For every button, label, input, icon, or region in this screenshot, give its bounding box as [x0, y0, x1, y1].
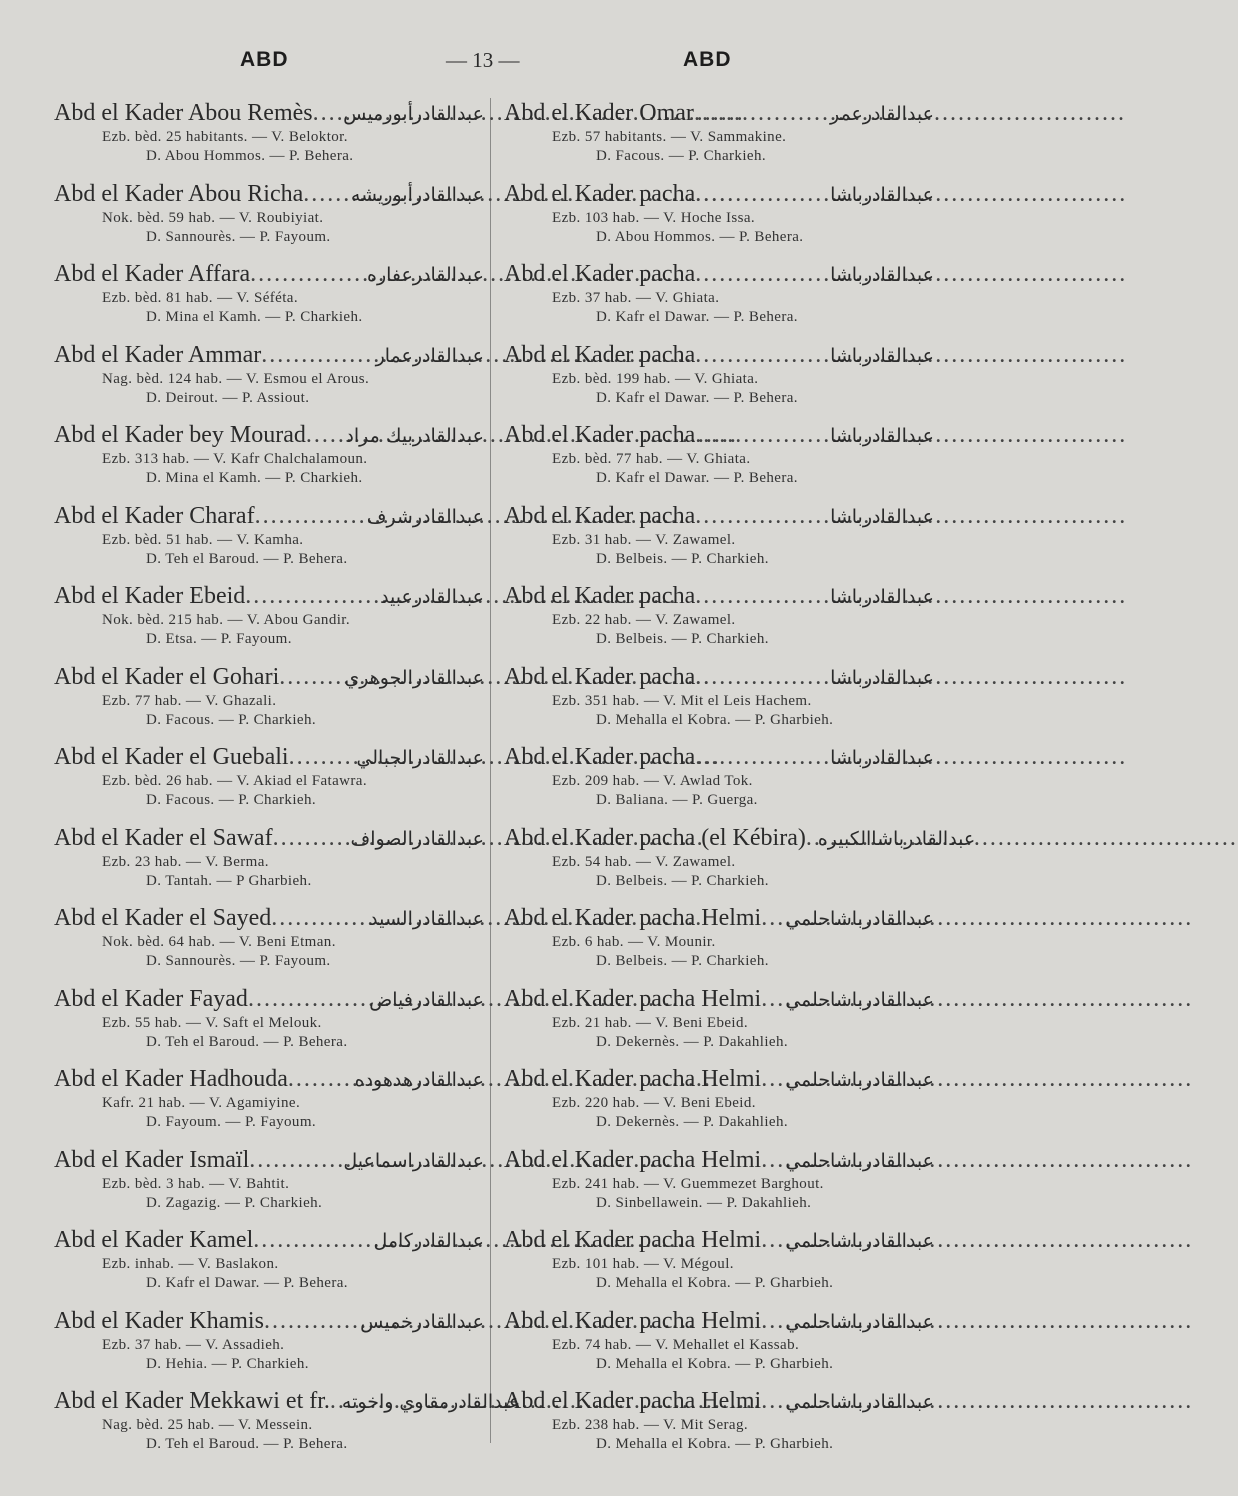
gazetteer-entry	[504, 1306, 934, 1387]
entry-arabic-name: عبدالقادرخميس	[360, 1310, 484, 1333]
entry-arabic-name: عبدالقادرباشاحلمي	[785, 908, 934, 930]
entry-title-line	[54, 1225, 484, 1255]
entry-details: Ezb. 351 hab. — V. Mit el Leis Hachem.	[552, 692, 812, 709]
entry-title-line	[54, 984, 484, 1014]
entry-title-line	[504, 179, 934, 209]
entry-title-line	[54, 259, 484, 289]
entry-arabic-name: عبدالقادرأبوريشه	[350, 183, 484, 206]
entry-name: Abd el Kader pacha	[504, 502, 696, 529]
entry-name: Abd el Kader pacha Helmi	[504, 1388, 762, 1414]
entry-details: Ezb. bèd. 3 hab. — V. Bahtit.	[102, 1175, 290, 1192]
entry-name: Abd el Kader pacha	[504, 422, 696, 448]
entry-name: Abd el Kader Fayad	[54, 985, 248, 1012]
entry-arabic-name: عبدالقادرباشاحلمي	[785, 1230, 934, 1252]
entry-arabic-name: عبدالقادرباشاحلمي	[785, 988, 934, 1011]
entry-arabic-name: عبدالقادرباشا	[830, 505, 934, 528]
entry-details: Ezb. 55 hab. — V. Saft el Melouk.	[102, 1014, 322, 1031]
gazetteer-entry	[54, 501, 484, 582]
gazetteer-entry	[504, 1064, 934, 1145]
entry-district: D. Facous. — P. Charkieh.	[146, 711, 316, 728]
entry-details: Ezb. 37 hab. — V. Assadieh.	[102, 1336, 285, 1353]
entry-details: Ezb. bèd. 199 hab. — V. Ghiata.	[552, 370, 759, 387]
entry-details: Ezb. bèd. 81 hab. — V. Séféta.	[102, 290, 298, 306]
entry-arabic-name: عبدالقادرباشاحلمي	[785, 1149, 934, 1172]
entry-district: D. Facous. — P. Charkieh.	[146, 792, 316, 808]
entry-details: Ezb. 23 hab. — V. Berma.	[102, 853, 269, 870]
entry-title-line	[54, 340, 484, 370]
entry-title-line	[504, 1064, 934, 1094]
entry-name: Abd el Kader pacha	[504, 663, 696, 690]
entry-details: Ezb. 103 hab. — V. Hoche Issa.	[552, 209, 756, 226]
leader-dots	[761, 1386, 783, 1416]
entry-arabic-name: عبدالقادرهدهوده	[354, 1069, 484, 1091]
leader-dots	[695, 179, 828, 209]
entry-district: D. Facous. — P. Charkieh.	[596, 148, 766, 164]
entry-district: D. Etsa. — P. Fayoum.	[146, 631, 292, 647]
entry-name: Abd el Kader Hadhouda	[54, 1066, 288, 1092]
entry-district: D. Baliana. — P. Guerga.	[596, 792, 758, 808]
leader-dots	[261, 340, 373, 370]
entry-name: Abd el Kader Mekkawi et fr.	[54, 1388, 330, 1414]
entry-details: Ezb. 238 hab. — V. Mit Serag.	[552, 1417, 749, 1433]
leader-dots	[761, 1064, 783, 1094]
entry-district: D. Abou Hommos. — P. Behera.	[146, 148, 354, 164]
entry-name: Abd el Kader Charaf	[54, 502, 255, 529]
leader-dots	[253, 1225, 371, 1255]
entry-arabic-name: عبدالقادرالجبالي	[356, 747, 484, 769]
entry-name: Abd el Kader Ammar	[54, 341, 262, 368]
entry-name: Abd el Kader pacha Helmi	[504, 1066, 762, 1092]
entry-district: D. Teh el Baroud. — P. Behera.	[146, 1436, 348, 1452]
entry-details: Ezb. 21 hab. — V. Beni Ebeid.	[552, 1014, 749, 1031]
entry-name: Abd el Kader el Guebali	[54, 744, 289, 770]
entry-name: Abd el Kader pacha Helmi	[504, 905, 762, 931]
leader-dots	[245, 581, 378, 611]
entry-title-line	[54, 420, 484, 450]
entry-name: Abd el Kader Abou Richa	[54, 180, 304, 207]
leader-dots	[288, 1064, 353, 1094]
entry-details: Ezb. 54 hab. — V. Zawamel.	[552, 853, 736, 870]
entry-arabic-name: عبدالقادرمقاوي واخوته	[341, 1391, 521, 1413]
gazetteer-entry	[504, 903, 934, 984]
entry-arabic-name: عبدالقادرباشاحلمي	[785, 1391, 934, 1413]
entry-title-line	[504, 1145, 934, 1175]
entry-arabic-name: عبدالقادرعمر	[830, 103, 934, 125]
gazetteer-entry	[54, 98, 484, 179]
gazetteer-entry	[504, 662, 934, 743]
leader-dots	[761, 1145, 783, 1175]
entry-district: D. Teh el Baroud. — P. Behera.	[146, 1033, 348, 1050]
leader-dots	[695, 581, 828, 611]
entry-arabic-name: عبدالقادرالجوهري	[344, 666, 484, 689]
entry-arabic-name: عبدالقادرباشا	[830, 344, 934, 367]
entry-arabic-name: عبدالقادرباشا	[830, 586, 934, 608]
entry-district: D. Belbeis. — P. Charkieh.	[596, 550, 769, 567]
entry-district: D. Belbeis. — P. Charkieh.	[596, 953, 769, 969]
entry-arabic-name: عبدالقادرالصواف	[350, 827, 484, 850]
entry-district: D. Mehalla el Kobra. — P. Gharbieh.	[596, 711, 834, 728]
gazetteer-entry	[54, 662, 484, 743]
entry-arabic-name: عبدالقادرباشا	[830, 425, 934, 447]
entry-district: D. Dekernès. — P. Dakahlieh.	[596, 1114, 788, 1130]
entry-title-line	[54, 662, 484, 692]
entry-name: Abd el Kader pacha	[504, 583, 696, 609]
entry-arabic-name: عبدالقادرعبيد	[380, 586, 484, 608]
entry-details: Ezb. bèd. 26 hab. — V. Akiad el Fatawra.	[102, 773, 367, 789]
entry-district: D. Deirout. — P. Assiout.	[146, 389, 310, 406]
entry-details: Ezb. 57 habitants. — V. Sammakine.	[552, 129, 787, 145]
entry-arabic-name: عبدالقادرأبورميس	[343, 103, 484, 125]
gazetteer-entry	[504, 823, 976, 904]
left-column	[54, 98, 521, 1467]
gazetteer-entry	[54, 420, 484, 501]
entry-name: Abd el Kader Abou Remès	[54, 100, 313, 126]
gazetteer-entry	[54, 1145, 484, 1226]
entry-district: D. Mina el Kamh. — P. Charkieh.	[146, 470, 363, 486]
gazetteer-entry	[54, 179, 484, 260]
leader-dots	[761, 984, 783, 1014]
page-number: — 13 —	[446, 48, 520, 72]
entry-district: D. Belbeis. — P. Charkieh.	[596, 631, 769, 647]
leader-dots	[695, 742, 828, 772]
gazetteer-entry	[54, 1386, 521, 1467]
entry-arabic-name: عبدالقادراسماعيل	[343, 1149, 484, 1172]
entry-arabic-name: عبدالقادرباشا	[830, 666, 934, 689]
leader-dots	[249, 1145, 341, 1175]
gazetteer-entry	[504, 1225, 934, 1306]
entry-district: D. Mehalla el Kobra. — P. Gharbieh.	[596, 1355, 834, 1372]
running-head-left: ABD	[240, 48, 289, 71]
entry-arabic-name: عبدالقادرباشاحلمي	[785, 1069, 934, 1091]
leader-dots	[695, 340, 828, 370]
entry-title-line	[54, 1306, 484, 1336]
entry-details: Ezb. bèd. 51 hab. — V. Kamha.	[102, 531, 304, 548]
entry-name: Abd el Kader pacha Helmi	[504, 985, 762, 1012]
gazetteer-entry	[54, 742, 484, 823]
entry-name: Abd el Kader Khamis	[54, 1307, 264, 1334]
entry-district: D. Zagazig. — P. Charkieh.	[146, 1194, 323, 1211]
entry-district: D. Kafr el Dawar. — P. Behera.	[146, 1275, 348, 1291]
entry-name: Abd el Kader pacha	[504, 341, 696, 368]
entry-district: D. Tantah. — P Gharbieh.	[146, 872, 312, 889]
gazetteer-entry	[504, 1145, 934, 1226]
entry-details: Ezb. 74 hab. — V. Mehallet el Kassab.	[552, 1336, 800, 1353]
right-column	[504, 98, 976, 1467]
gazetteer-entry	[54, 1225, 484, 1306]
gazetteer-entry	[504, 1386, 934, 1467]
entry-name: Abd el Kader Kamel	[54, 1227, 254, 1253]
entry-title-line	[54, 98, 484, 128]
leader-dots	[806, 823, 816, 853]
leader-dots	[761, 1306, 783, 1336]
page-header	[0, 48, 1000, 78]
entry-name: Abd el Kader bey Mourad	[54, 422, 306, 448]
entry-arabic-name: عبدالقادرباشاالكبيره	[817, 827, 976, 850]
entry-details: Ezb. bèd. 77 hab. — V. Ghiata.	[552, 451, 751, 467]
entry-name: Abd el Kader pacha	[504, 261, 696, 287]
entry-title-line	[504, 1306, 934, 1336]
entry-title-line	[504, 984, 934, 1014]
entry-title-line	[504, 98, 934, 128]
leader-dots	[761, 903, 783, 933]
entry-title-line	[54, 1145, 484, 1175]
gazetteer-entry	[504, 420, 934, 501]
entry-district: D. Mina el Kamh. — P. Charkieh.	[146, 309, 363, 325]
entry-name: Abd el Kader el Sawaf	[54, 824, 273, 851]
entry-arabic-name: عبدالقادرعمار	[375, 344, 484, 367]
entry-details: Ezb. 22 hab. — V. Zawamel.	[552, 612, 736, 628]
entry-details: Nag. bèd. 124 hab. — V. Esmou el Arous.	[102, 370, 370, 387]
leader-dots	[761, 1225, 783, 1255]
leader-dots	[250, 259, 365, 289]
leader-dots	[313, 98, 342, 128]
entry-title-line	[504, 823, 976, 853]
entry-arabic-name: عبدالقادرباشا	[830, 183, 934, 206]
entry-district: D. Teh el Baroud. — P. Behera.	[146, 550, 348, 567]
gazetteer-entry	[54, 259, 484, 340]
entry-details: Kafr. 21 hab. — V. Agamiyine.	[102, 1095, 301, 1111]
entry-name: Abd el Kader Ebeid	[54, 583, 246, 609]
leader-dots	[695, 662, 828, 692]
leader-dots	[248, 984, 367, 1014]
entry-details: Ezb. 77 hab. — V. Ghazali.	[102, 692, 277, 709]
entry-title-line	[504, 581, 934, 611]
leader-dots	[695, 259, 828, 289]
entry-title-line	[54, 179, 484, 209]
leader-dots	[255, 501, 365, 531]
leader-dots	[273, 823, 349, 853]
entry-district: D. Mehalla el Kobra. — P. Gharbieh.	[596, 1436, 834, 1452]
leader-dots	[279, 662, 342, 692]
gazetteer-entry	[504, 581, 934, 662]
entry-district: D. Sannourès. — P. Fayoum.	[146, 953, 331, 969]
running-head-right: ABD	[683, 48, 732, 71]
entry-title-line	[504, 259, 934, 289]
entry-title-line	[504, 1386, 934, 1416]
entry-details: Ezb. 241 hab. — V. Guemmezet Barghout.	[552, 1175, 824, 1192]
entry-details: Nok. bèd. 215 hab. — V. Abou Gandir.	[102, 612, 351, 628]
entry-title-line	[54, 742, 484, 772]
entry-details: Ezb. 209 hab. — V. Awlad Tok.	[552, 773, 753, 789]
entry-details: Ezb. 313 hab. — V. Kafr Chalchalamoun.	[102, 451, 368, 467]
leader-dots	[264, 1306, 358, 1336]
entry-district: D. Kafr el Dawar. — P. Behera.	[596, 309, 798, 325]
entry-district: D. Mehalla el Kobra. — P. Gharbieh.	[596, 1275, 834, 1291]
entry-arabic-name: عبدالقادرباشاحلمي	[785, 1310, 934, 1333]
entry-details: Ezb. inhab. — V. Baslakon.	[102, 1256, 279, 1272]
entry-arabic-name: عبدالقادرفياض	[369, 988, 484, 1011]
entry-title-line	[504, 1225, 934, 1255]
entry-district: D. Abou Hommos. — P. Behera.	[596, 228, 804, 245]
entry-arabic-name: عبدالقادركامل	[373, 1230, 484, 1252]
entry-arabic-name: عبدالقادرعفاره	[366, 264, 484, 286]
entry-name: Abd el Kader el Sayed	[54, 905, 272, 931]
gazetteer-entry	[504, 179, 934, 260]
entry-name: Abd el Kader pacha Helmi	[504, 1307, 762, 1334]
entry-title-line	[54, 1064, 484, 1094]
leader-dots	[695, 420, 828, 450]
gazetteer-entry	[54, 984, 484, 1065]
entry-district: D. Sinbellawein. — P. Dakahlieh.	[596, 1194, 812, 1211]
entry-title-line	[54, 581, 484, 611]
gazetteer-entry	[504, 742, 934, 823]
entry-details: Ezb. 220 hab. — V. Beni Ebeid.	[552, 1095, 756, 1111]
entry-district: D. Dekernès. — P. Dakahlieh.	[596, 1033, 788, 1050]
entry-details: Nok. bèd. 59 hab. — V. Roubiyiat.	[102, 209, 324, 226]
entry-name: Abd el Kader pacha	[504, 744, 696, 770]
entry-details: Ezb. 101 hab. — V. Mégoul.	[552, 1256, 734, 1272]
entry-title-line	[54, 823, 484, 853]
entry-name: Abd el Kader pacha (el Kébira)	[504, 824, 806, 851]
entry-name: Abd el Kader pacha Helmi	[504, 1227, 762, 1253]
entry-name: Abd el Kader el Gohari	[54, 663, 280, 690]
leader-dots	[694, 98, 828, 128]
entry-title-line	[504, 742, 934, 772]
leader-dots	[303, 179, 349, 209]
gazetteer-entry	[54, 581, 484, 662]
entry-name: Abd el Kader pacha	[504, 180, 696, 207]
gazetteer-entry	[504, 501, 934, 582]
gazetteer-entry	[504, 259, 934, 340]
entry-name: Abd el Kader Affara	[54, 261, 251, 287]
entry-district: D. Hehia. — P. Charkieh.	[146, 1355, 309, 1372]
entry-details: Ezb. bèd. 25 habitants. — V. Beloktor.	[102, 129, 348, 145]
entry-title-line	[504, 420, 934, 450]
entry-title-line	[54, 501, 484, 531]
entry-details: Nok. bèd. 64 hab. — V. Beni Etman.	[102, 934, 336, 950]
gazetteer-entry	[54, 823, 484, 904]
entry-arabic-name: عبدالقادرالسيد	[369, 908, 484, 930]
entry-title-line	[504, 501, 934, 531]
entry-details: Ezb. 6 hab. — V. Mounir.	[552, 934, 716, 950]
entry-title-line	[54, 903, 484, 933]
entry-district: D. Kafr el Dawar. — P. Behera.	[596, 389, 798, 406]
entry-details: Nag. bèd. 25 hab. — V. Messein.	[102, 1417, 313, 1433]
entry-name: Abd el Kader pacha Helmi	[504, 1146, 762, 1173]
entry-title-line	[504, 903, 934, 933]
leader-dots	[330, 1386, 340, 1416]
gazetteer-entry	[504, 340, 934, 421]
leader-dots	[695, 501, 828, 531]
entry-arabic-name: عبدالقادرشرف	[366, 505, 484, 528]
entry-name: Abd el Kader Omar	[504, 100, 694, 126]
entry-title-line	[54, 1386, 521, 1416]
entry-district: D. Sannourès. — P. Fayoum.	[146, 228, 331, 245]
leader-dots	[271, 903, 367, 933]
entry-arabic-name: عبدالقادرباشا	[830, 747, 934, 769]
entry-arabic-name: عبدالقادرباشا	[830, 264, 934, 286]
gazetteer-entry	[54, 1064, 484, 1145]
gazetteer-entry	[504, 984, 934, 1065]
leader-dots	[306, 420, 343, 450]
gazetteer-entry	[504, 98, 934, 179]
gazetteer-entry	[54, 1306, 484, 1387]
gazetteer-entry	[54, 903, 484, 984]
entry-details: Ezb. 37 hab. — V. Ghiata.	[552, 290, 720, 306]
entry-district: D. Kafr el Dawar. — P. Behera.	[596, 470, 798, 486]
entry-title-line	[504, 662, 934, 692]
entry-district: D. Belbeis. — P. Charkieh.	[596, 872, 769, 889]
entry-name: Abd el Kader Ismaïl	[54, 1146, 250, 1173]
gazetteer-entry	[54, 340, 484, 421]
entry-district: D. Fayoum. — P. Fayoum.	[146, 1114, 317, 1130]
entry-title-line	[504, 340, 934, 370]
leader-dots	[289, 742, 355, 772]
entry-details: Ezb. 31 hab. — V. Zawamel.	[552, 531, 736, 548]
entry-arabic-name: عبدالقادربيك مراد	[345, 425, 484, 447]
